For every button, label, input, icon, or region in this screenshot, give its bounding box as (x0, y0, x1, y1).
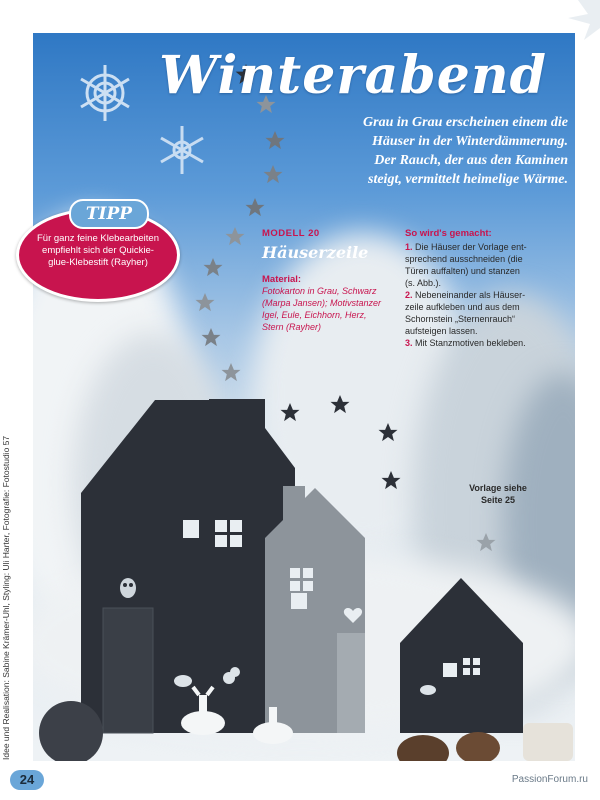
instructions-heading: So wird's gemacht: (405, 228, 492, 239)
material-line: Stern (Rayher) (262, 322, 322, 332)
step-text: zeile aufkleben und aus dem (405, 302, 520, 312)
step-text: Türen auffalten) und stanzen (405, 266, 520, 276)
intro-text (323, 113, 568, 189)
step-text: Die Häuser der Vorlage ent- (415, 242, 527, 252)
template-line: Vorlage siehe (469, 483, 527, 493)
step-number: 3. (405, 338, 413, 348)
template-reference (448, 482, 548, 506)
watermark: PassionForum.ru (511, 774, 588, 785)
template-line: Seite 25 (480, 495, 516, 505)
model-number: MODELL 20 (262, 228, 320, 239)
winter-house-photo (33, 33, 575, 761)
owl-icon (120, 578, 136, 598)
hedgehog-icon (420, 685, 436, 695)
tip-line: glue-Klebestift (Rayher) (48, 257, 148, 268)
step-text: Mit Stanzmotiven bekleben. (415, 338, 526, 348)
step-text: sprechend ausschneiden (die (405, 254, 523, 264)
photo-credit: Idee und Realisation: Sabine Krämer-Uhl, Styling: Uli Harter, Fotografie: Fotostudio 57 (1, 435, 11, 760)
step-2 (405, 289, 555, 301)
hedgehog-icon (174, 675, 192, 687)
page-number: 24 (10, 770, 44, 790)
step-number: 1. (405, 242, 413, 252)
material-list (262, 285, 397, 333)
material-line: Fotokarton in Grau, Schwarz (262, 286, 377, 296)
intro-line: Der Rauch, der aus den Kaminen (374, 153, 568, 168)
candle-glass (523, 723, 573, 761)
intro-line: Häuser in der Winterdämmerung. (371, 134, 568, 149)
pine-cone (397, 735, 449, 761)
model-info (262, 228, 397, 333)
instruction-steps (405, 241, 555, 349)
pine-cone (456, 732, 500, 761)
step-3 (405, 337, 555, 349)
intro-line: Grau in Grau erscheinen einem die (363, 115, 568, 130)
step-1 (405, 241, 555, 253)
tip-text (31, 233, 165, 269)
step-text: aufsteigen lassen. (405, 326, 478, 336)
step-text: (s. Abb.). (405, 278, 442, 288)
instructions (405, 228, 555, 349)
tip-line: empfiehlt sich der Quickie- (42, 245, 154, 256)
tip-badge: TIPP (69, 199, 149, 229)
step-number: 2. (405, 290, 413, 300)
step-text: Nebeneinander als Häuser- (415, 290, 526, 300)
page-title: Winterabend (159, 45, 547, 106)
material-line: (Marpa Jansen); Motivstanzer (262, 298, 382, 308)
small-dark-house (400, 578, 523, 733)
tip-line: Für ganz feine Klebearbeiten (37, 233, 159, 244)
tip-bubble (16, 204, 180, 302)
material-heading: Material: (262, 274, 302, 285)
model-name: Häuserzeile (262, 243, 369, 262)
intro-line: steigt, vermittelt heimelige Wärme. (368, 172, 568, 187)
step-text: Schornstein „Sternenrauch“ (405, 314, 516, 324)
material-line: Igel, Eule, Eichhorn, Herz, (262, 310, 367, 320)
